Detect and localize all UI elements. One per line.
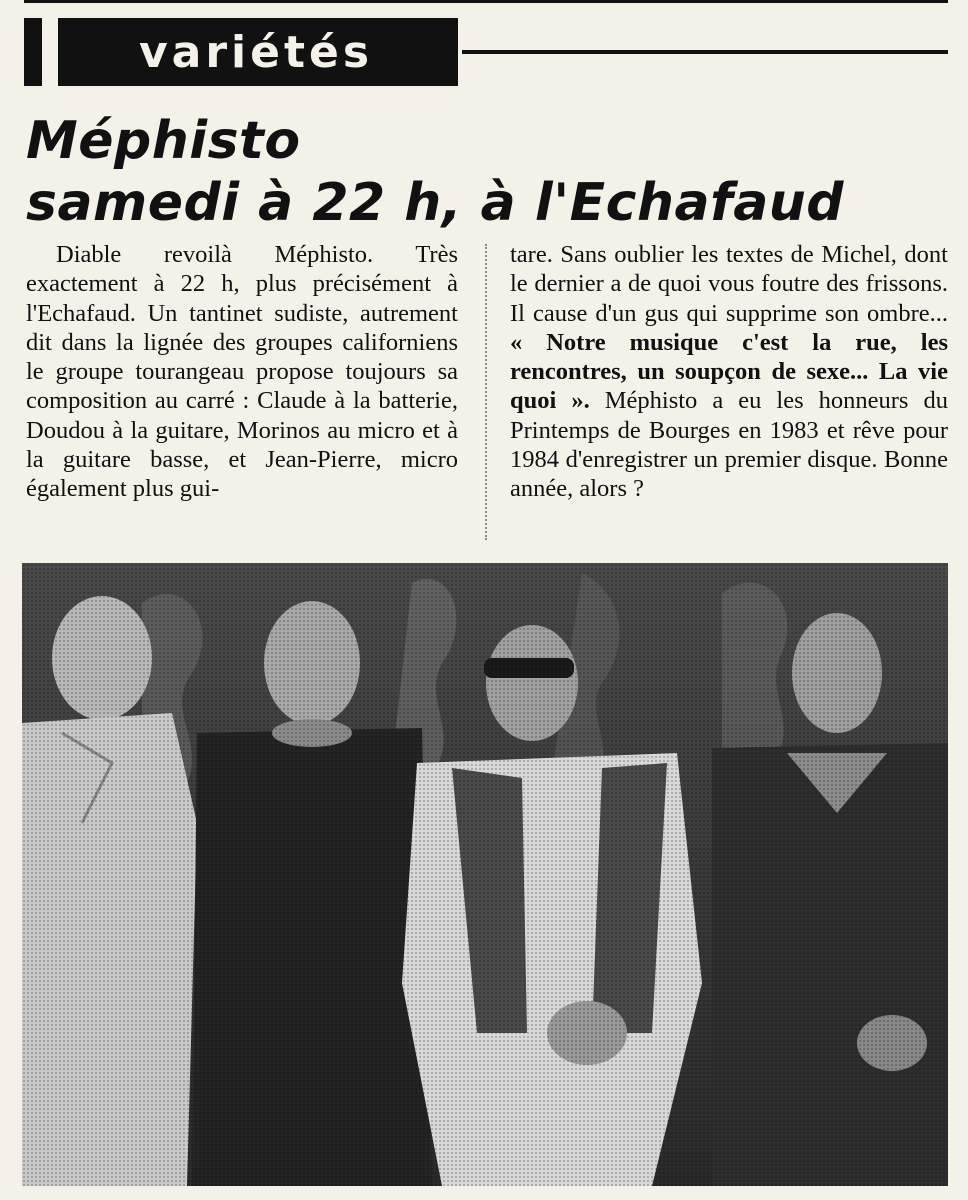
article-text-after-quote: Méphisto a eu les honneurs du Printemps de Bourges en 1983 et rêve pour 1984 d'enregistrer un premier disque. Bonne année, alors ? <box>510 387 948 503</box>
section-bar-left <box>24 18 42 86</box>
headline <box>26 110 956 234</box>
section-label-block <box>58 18 454 86</box>
section-label: variétés <box>138 26 374 78</box>
section-bar-right <box>440 18 458 86</box>
band-quote: « Notre musique c'est la rue, les rencontres, un soupçon de sexe... La vie quoi ». <box>510 328 948 415</box>
top-rule <box>24 0 948 3</box>
article-column-right <box>510 240 948 504</box>
band-photo <box>22 563 948 1186</box>
article-text-before-quote: tare. Sans oublier les textes de Michel, dont le dernier a de quoi vous foutre des frissons. Il cause d'un gus qui supprime son ombre... <box>510 241 948 327</box>
section-rule <box>462 50 948 54</box>
section-header <box>24 18 456 86</box>
article-column-left: Diable revoilà Méphisto. Très exactement à 22 h, plus précisément à l'Echafaud. Un tantinet sudiste, autrement dit dans la lignée des groupes californiens le groupe tourangeau propose toujours sa composition au carré : Claude à la batterie, Doudou à la guitare, Morinos au micro et à la guitare basse, et Jean-Pierre, micro également plus gui- <box>26 241 458 503</box>
column-divider <box>485 244 488 540</box>
headline-line-2: samedi à 22 h, à l'Echafaud <box>26 173 845 233</box>
headline-line-1: Méphisto <box>26 111 301 171</box>
